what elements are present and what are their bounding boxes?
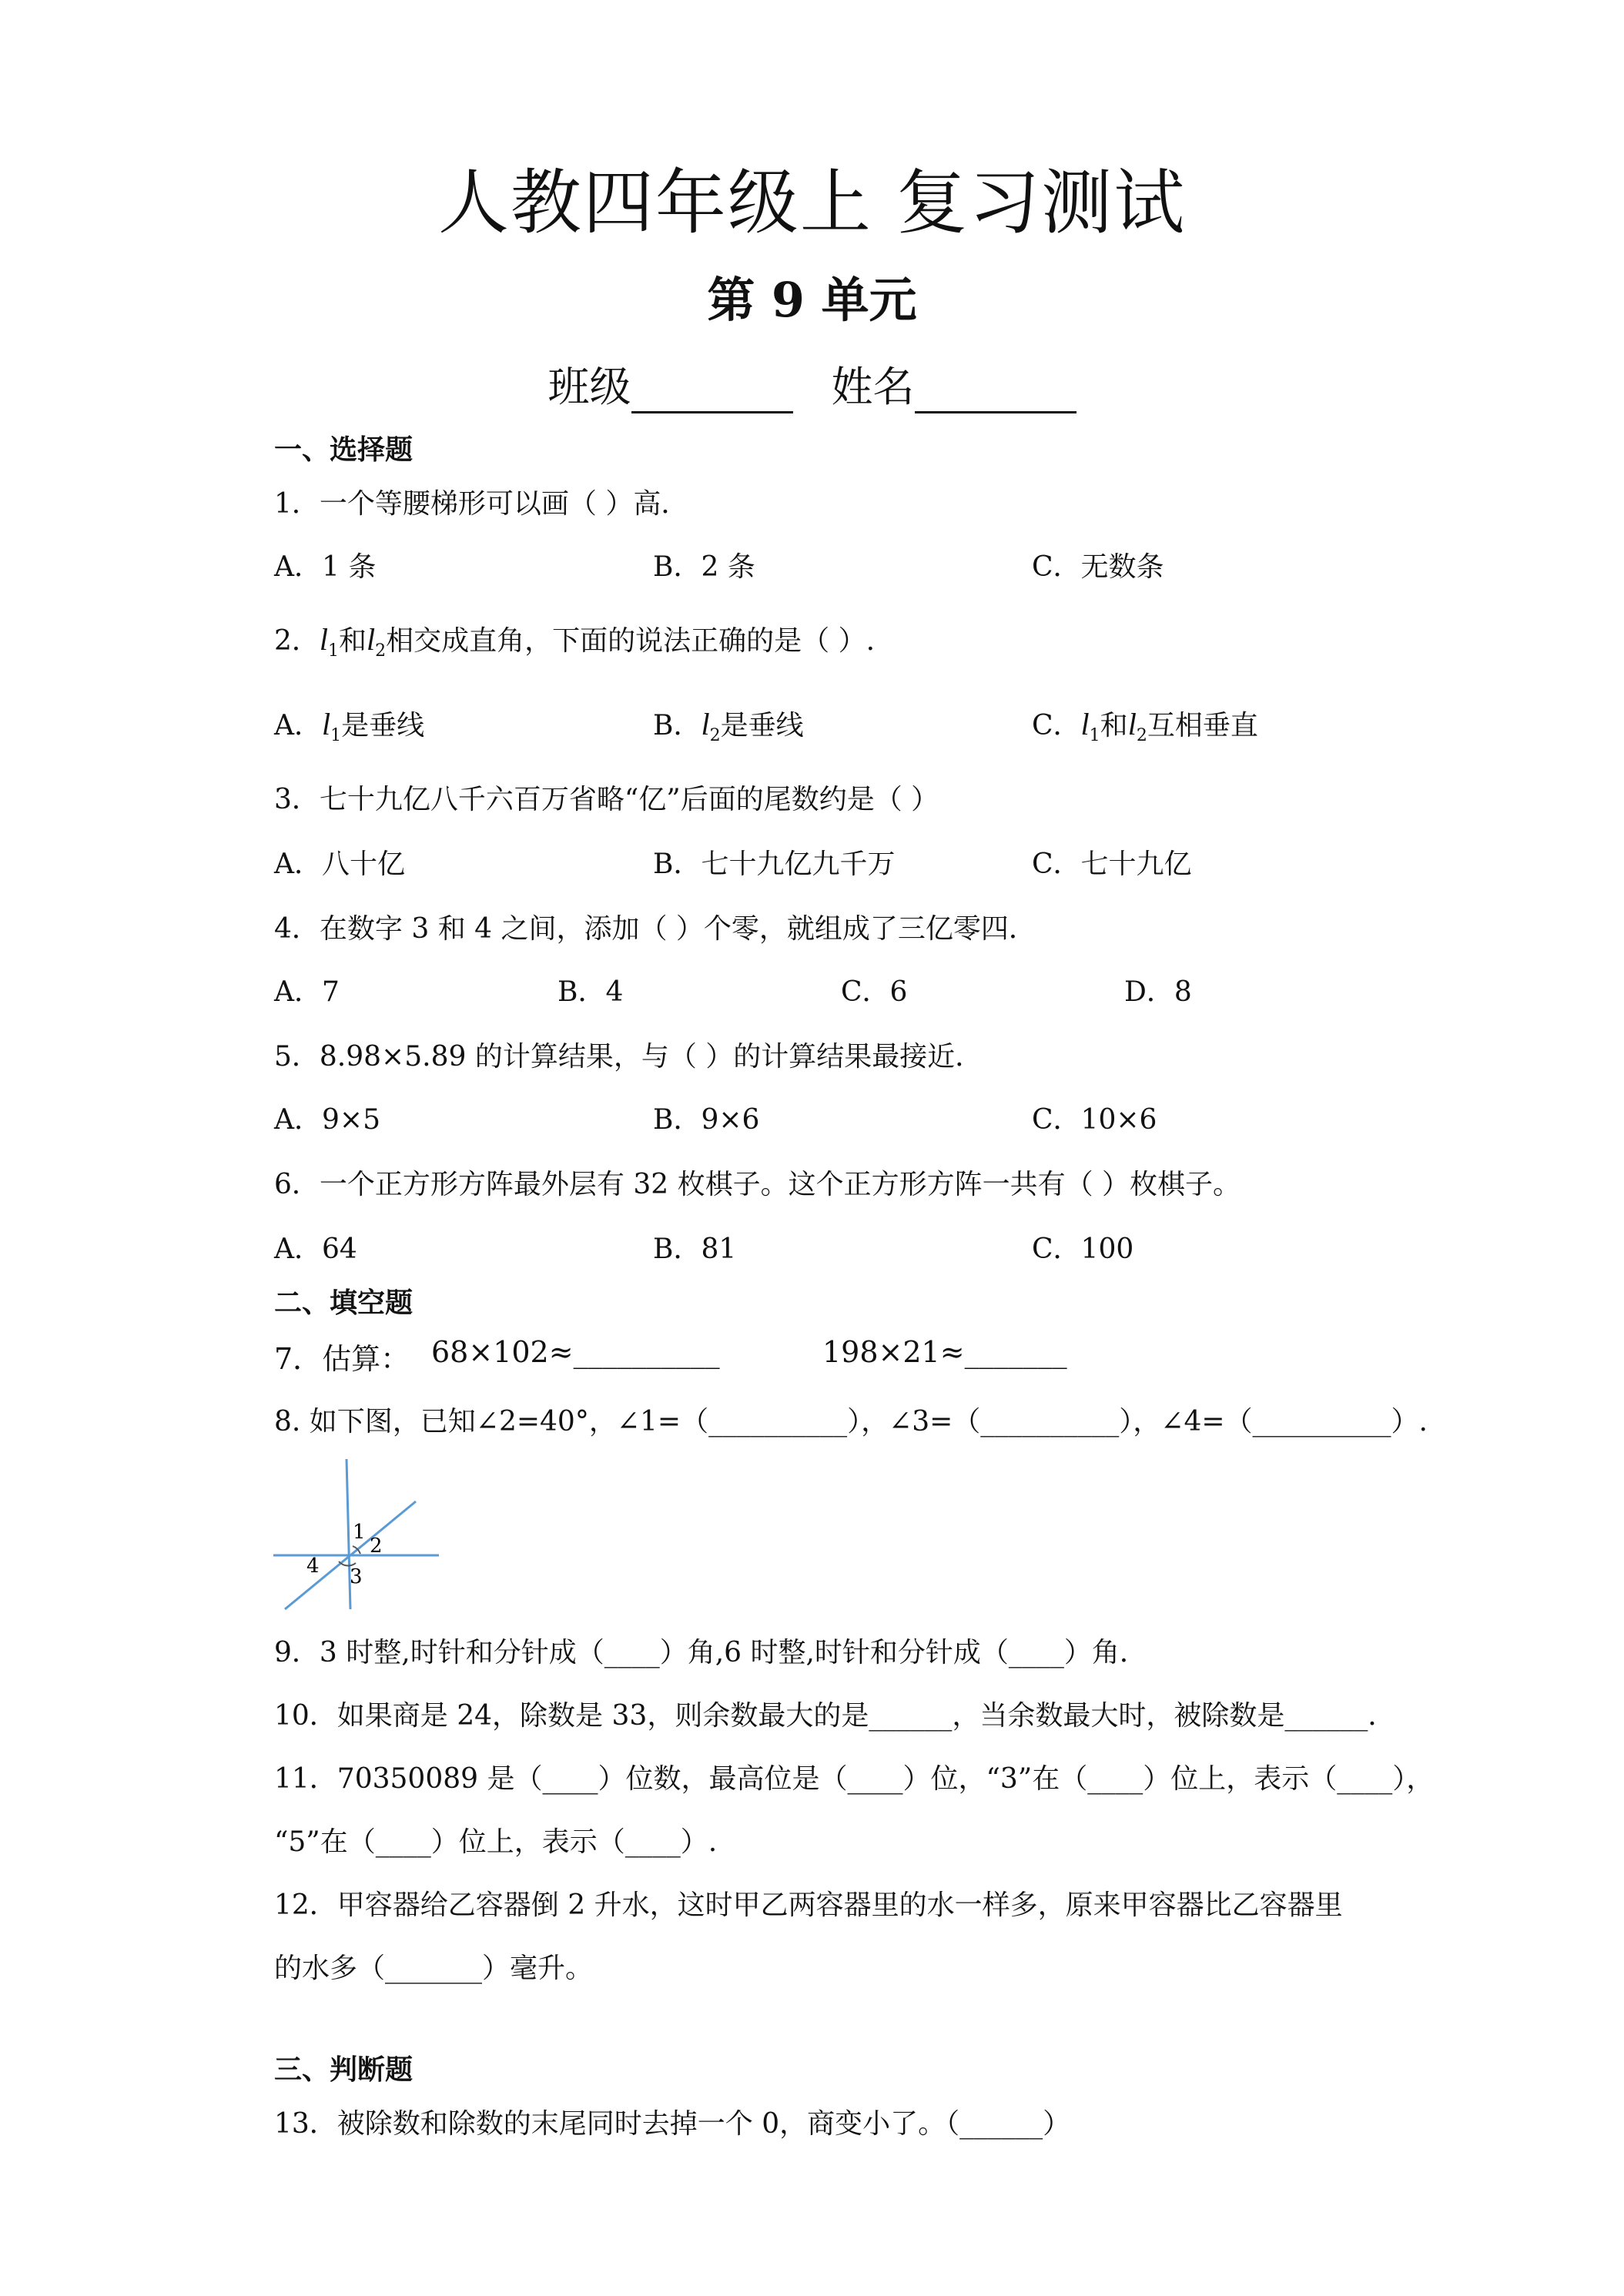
q4-option-b[interactable]: B．4 [558, 976, 624, 1008]
q10-stem: 10．如果商是 24，除数是 33，则余数最大的是______，当余数最大时，被除数是______． [274, 1700, 1396, 1732]
page-title: 人教四年级上 复习测试 [437, 162, 1187, 244]
q5-option-c[interactable]: C．10×6 [1032, 1104, 1157, 1136]
class-name-line [0, 354, 1624, 413]
q1-stem: 1．一个等腰梯形可以画（ ）高． [274, 488, 689, 520]
q2-a-prefix: A． [274, 710, 322, 741]
q11-line-2: “5”在（____）位上，表示（____）. [274, 1826, 718, 1858]
angle-label-4: 4 [306, 1555, 320, 1578]
q5-option-a[interactable]: A．9×5 [274, 1104, 380, 1136]
q3-option-a[interactable]: A．八十亿 [274, 848, 405, 880]
q13-stem: 13．被除数和除数的末尾同时去掉一个 0，商变小了。（______） [274, 2108, 1071, 2140]
section-judge: 三、判断题 [274, 2054, 414, 2086]
q8-stem: 8. 如下图，已知∠2=40°，∠1=（__________），∠3=（__________），∠4=（__________）. [274, 1406, 1428, 1438]
q7-label: 7．估算： [274, 1342, 410, 1376]
q7-expr-1[interactable]: 68×102≈__________ [431, 1335, 720, 1369]
name-label: 姓名 [831, 363, 915, 411]
q4-stem: 4．在数字 3 和 4 之间，添加（ ）个零，就组成了三亿零四． [274, 913, 1036, 945]
q9-stem: 9．3 时整,时针和分针成（____）角,6 时整,时针和分针成（____）角． [274, 1637, 1147, 1668]
q1-option-a[interactable]: A．1 条 [274, 551, 377, 583]
q6-option-c[interactable]: C．100 [1032, 1233, 1134, 1265]
q2-rest: 相交成直角，下面的说法正确的是（ ）. [386, 625, 876, 657]
q2-b-l: l [701, 707, 710, 741]
q3-option-b[interactable]: B．七十九亿九千万 [653, 848, 896, 880]
q2-c-sub1: 1 [1089, 726, 1100, 746]
q2-l2-sub: 2 [375, 641, 387, 661]
q2-option-a[interactable] [274, 704, 424, 745]
q2-c-and: 和 [1100, 710, 1128, 741]
q6-stem: 6．一个正方形方阵最外层有 32 枚棋子。这个正方形方阵一共有（ ）枚棋子。 [274, 1169, 1241, 1200]
q2-b-text: 是垂线 [720, 710, 804, 741]
q2-l1-sub: 1 [328, 641, 340, 661]
q2-b-prefix: B． [653, 710, 702, 741]
q12-line-1: 12．甲容器给乙容器倒 2 升水，这时甲乙两容器里的水一样多，原来甲容器比乙容器里 [274, 1889, 1343, 1921]
q2-and: 和 [339, 625, 367, 657]
q2-c-text: 互相垂直 [1147, 710, 1258, 741]
q1-option-c[interactable]: C．无数条 [1032, 551, 1164, 583]
q2-a-sub: 1 [330, 726, 342, 746]
q5-option-b[interactable]: B．9×6 [653, 1104, 760, 1136]
section-choice: 一、选择题 [274, 434, 414, 466]
section-fill: 二、填空题 [274, 1287, 414, 1319]
q5-stem: 5．8.98×5.89 的计算结果，与（ ）的计算结果最接近． [274, 1041, 983, 1073]
q4-option-a[interactable]: A．7 [274, 976, 340, 1008]
q2-c-l1: l [1080, 707, 1090, 741]
q2-c-sub2: 2 [1136, 726, 1147, 746]
class-label: 班级 [547, 363, 631, 411]
angle-label-2: 2 [370, 1535, 383, 1558]
q4-option-c[interactable]: C．6 [841, 976, 908, 1008]
q2-option-c[interactable] [1032, 704, 1258, 745]
class-blank[interactable] [631, 373, 793, 413]
q2-l1: l [319, 622, 329, 657]
angle-label-1: 1 [353, 1521, 366, 1544]
q2-option-b[interactable] [653, 704, 804, 745]
q11-line-1: 11．70350089 是（____）位数，最高位是（____）位，“3”在（____）位上，表示（____）， [274, 1763, 1435, 1795]
q2-a-l: l [322, 707, 331, 741]
q3-option-c[interactable]: C．七十九亿 [1032, 848, 1192, 880]
q2-c-l2: l [1127, 707, 1137, 741]
q12-line-2: 的水多（_______）毫升。 [274, 1953, 594, 1984]
q2-stem [274, 619, 875, 661]
q2-number: 2． [274, 625, 320, 657]
q2-c-prefix: C． [1032, 710, 1081, 741]
angle-label-3: 3 [350, 1565, 363, 1588]
q6-option-a[interactable]: A．64 [274, 1233, 357, 1265]
q4-option-d[interactable]: D．8 [1124, 976, 1192, 1008]
angle-figure [270, 1455, 447, 1617]
name-blank[interactable] [915, 373, 1077, 413]
unit-subtitle: 第 9 单元 [707, 272, 917, 328]
q3-stem: 3．七十九亿八千六百万省略“亿”后面的尾数约是（ ） [274, 784, 939, 815]
q7-expr-2[interactable]: 198×21≈_______ [822, 1335, 1067, 1369]
q2-a-text: 是垂线 [341, 710, 425, 741]
q1-option-b[interactable]: B．2 条 [653, 551, 755, 583]
q2-b-sub: 2 [709, 726, 721, 746]
q6-option-b[interactable]: B．81 [653, 1233, 737, 1265]
q2-l2: l [367, 622, 376, 657]
